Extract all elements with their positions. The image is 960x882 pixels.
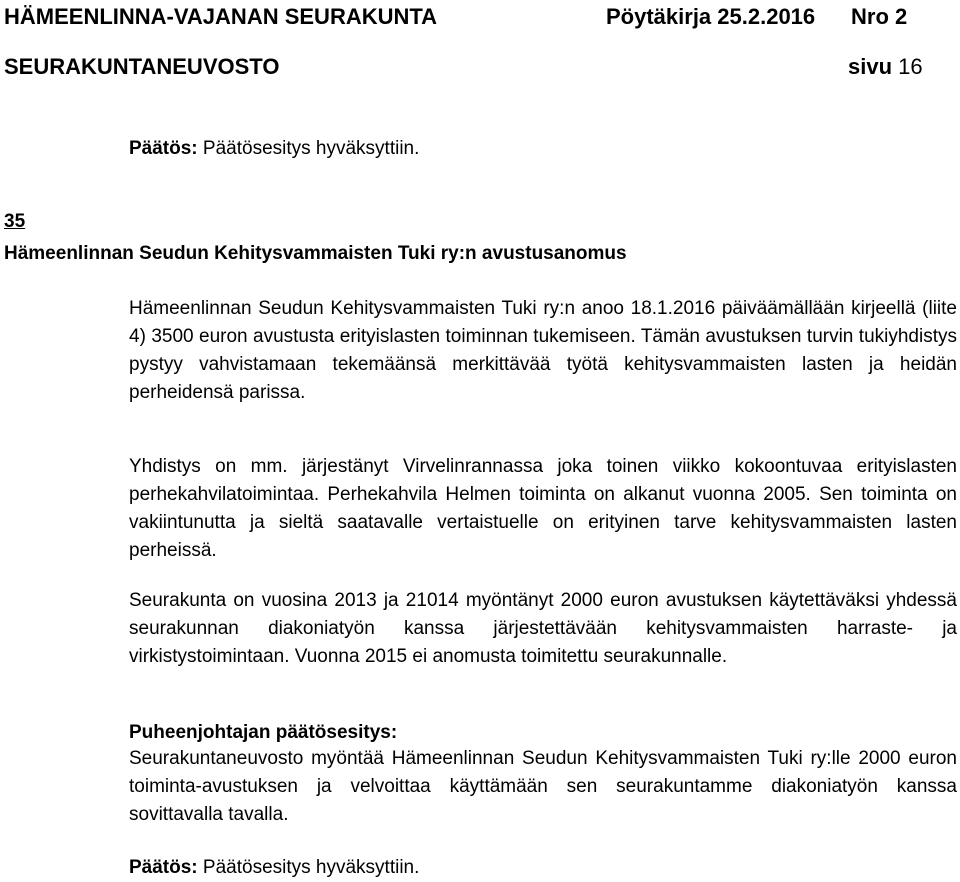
decision-text: Päätösesitys hyväksyttiin. (202, 857, 420, 878)
section-number: 35 (4, 211, 26, 232)
proposal-text: Seurakuntaneuvosto myöntää Hämeenlinnan Seudun Kehitysvammaisten Tuki ry:lle 2000 euron toiminta-avustuksen ja velvoittaa käyttämään sen seurakuntamme diakoniatyön kanssa sovittavalla tavalla. (129, 748, 957, 825)
previous-decision (129, 136, 419, 161)
paragraph-association: Yhdistys on mm. järjestänyt Virvelinrannassa joka toinen viikko kokoontuvaa erityislasten perhekahvilatoimintaa. Perhekahvila Helmen toiminta on alkanut vuonna 2005. Sen toiminta on vakiintunutta ja sieltä saatavalle vertaistuelle on erityinen tarve kehitysvammaisten lasten perheissä. (129, 456, 957, 561)
previous-decision-label: Päätös: (129, 138, 198, 159)
previous-decision-text: Päätösesitys hyväksyttiin. (202, 138, 420, 159)
decision (129, 855, 419, 880)
paragraph-history: Seurakunta on vuosina 2013 ja 21014 myöntänyt 2000 euron avustuksen käytettäväksi yhdessä seurakunnan diakoniatyön kanssa järjestettävään kehitysvammaisten harraste- ja virkistystoimintaan. Vuonna 2015 ei anomusta toimitettu seurakunnalle. (129, 590, 957, 667)
header-page-number: 16 (898, 54, 923, 79)
header-page (848, 52, 923, 82)
header-page-label: sivu (848, 54, 893, 79)
header-org: HÄMEENLINNA-VAJANAN SEURAKUNTA (4, 4, 438, 29)
decision-label: Päätös: (129, 857, 198, 878)
header-minutes-date: Pöytäkirja 25.2.2016 (606, 4, 816, 29)
proposal-heading: Puheenjohtajan päätösesitys: (129, 722, 398, 743)
header-board: SEURAKUNTANEUVOSTO (4, 54, 280, 79)
section-title: Hämeenlinnan Seudun Kehitysvammaisten Tuki ry:n avustusanomus (4, 243, 627, 264)
header-number: Nro 2 (851, 4, 908, 29)
paragraph-application: Hämeenlinnan Seudun Kehitysvammaisten Tuki ry:n anoo 18.1.2016 päiväämällään kirjeellä (liite 4) 3500 euron avustusta erityislasten toiminnan tukemiseen. Tämän avustuksen turvin tukiyhdistys pystyy vahvistamaan tekemäänsä merkittävää työtä kehitysvammaisten lasten ja heidän perheidensä parissa. (129, 298, 957, 403)
